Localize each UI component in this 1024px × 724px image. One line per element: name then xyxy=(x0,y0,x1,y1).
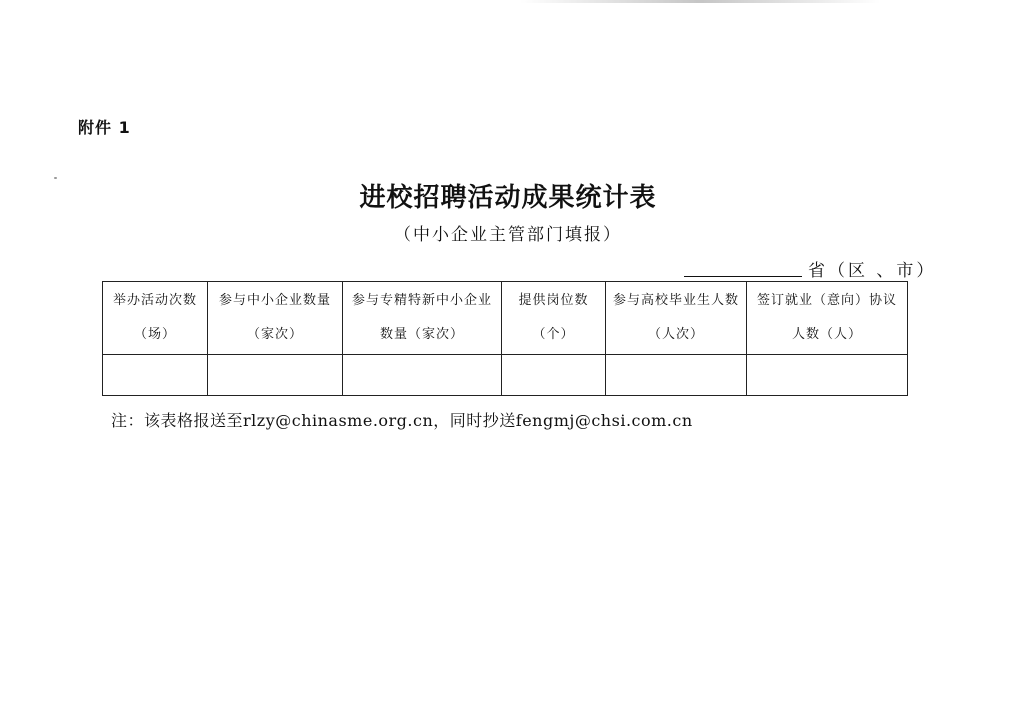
header-agreements-count xyxy=(747,282,908,355)
cell-graduates-count[interactable] xyxy=(606,355,747,396)
attachment-label: 附件 1 xyxy=(78,118,131,137)
header-line: 提供岗位数 xyxy=(518,293,589,308)
header-line: 签订就业（意向）协议 xyxy=(756,293,897,308)
page-title: 进校招聘活动成果统计表 xyxy=(359,183,657,213)
footnote: 注：该表格报送至rlzy@chinasme.org.cn，同时抄送fengmj@chsi.com.cn xyxy=(111,411,693,430)
header-line: 参与高校毕业生人数 xyxy=(612,293,739,308)
header-specialized-sme-count xyxy=(343,282,502,355)
table-header-row xyxy=(103,282,908,355)
cell-sme-count[interactable] xyxy=(208,355,343,396)
header-line: 参与中小企业数量 xyxy=(218,293,331,308)
cell-specialized-sme-count[interactable] xyxy=(343,355,502,396)
cell-positions-count[interactable] xyxy=(502,355,606,396)
header-unit: （家次） xyxy=(246,327,303,342)
header-line: 举办活动次数 xyxy=(112,293,197,308)
table-row xyxy=(103,355,908,396)
cell-agreements-count[interactable] xyxy=(747,355,908,396)
header-unit: （场） xyxy=(133,327,176,342)
scan-artifact xyxy=(520,0,880,3)
header-unit: （人次） xyxy=(647,327,704,342)
header-unit: 数量（家次） xyxy=(379,327,464,342)
page-subtitle: （中小企业主管部门填报） xyxy=(394,225,622,245)
header-line: 参与专精特新中小企业 xyxy=(351,293,492,308)
header-positions-count xyxy=(502,282,606,355)
header-unit: （个） xyxy=(532,327,575,342)
statistics-table xyxy=(102,281,908,396)
header-unit: 人数（人） xyxy=(791,327,862,342)
header-sme-count xyxy=(208,282,343,355)
region-fill-line xyxy=(684,276,802,277)
cell-activities-count[interactable] xyxy=(103,355,208,396)
region-label: 省（区 、市） xyxy=(808,261,937,281)
header-graduates-count xyxy=(606,282,747,355)
header-activities-count xyxy=(103,282,208,355)
